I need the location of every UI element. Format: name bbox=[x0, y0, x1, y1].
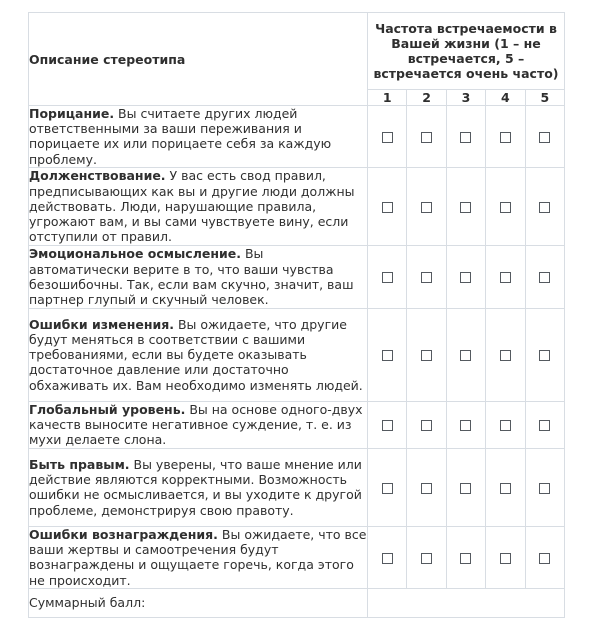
table-row bbox=[29, 167, 565, 245]
rating-checkbox[interactable] bbox=[500, 350, 511, 361]
rating-cell-3 bbox=[446, 526, 485, 588]
rating-cell-4 bbox=[486, 106, 525, 168]
stereotype-description bbox=[29, 106, 368, 168]
rating-cell-1 bbox=[368, 526, 407, 588]
stereotype-description bbox=[29, 526, 368, 588]
rating-checkbox[interactable] bbox=[460, 202, 471, 213]
rating-checkbox[interactable] bbox=[539, 350, 550, 361]
rating-checkbox[interactable] bbox=[500, 202, 511, 213]
rating-cell-4 bbox=[486, 448, 525, 526]
stereotype-text: Вы уверены, что ваше мнение или действие являются корректными. Возможность ошибки не осмысливается, и вы уходите к другой проблеме, демонстрируя свою правоту. bbox=[29, 456, 362, 518]
rating-cell-2 bbox=[407, 401, 446, 448]
rating-checkbox[interactable] bbox=[382, 132, 393, 143]
rating-checkbox[interactable] bbox=[539, 553, 550, 564]
total-row bbox=[29, 588, 565, 617]
stereotype-description bbox=[29, 167, 368, 245]
rating-checkbox[interactable] bbox=[500, 272, 511, 283]
rating-checkbox[interactable] bbox=[460, 483, 471, 494]
stereotype-text: Вы автоматически верите в то, что ваши чувства безошибочны. Так, если вам скучно, значит, ваш партнер глупый и скучный человек. bbox=[29, 246, 354, 308]
rating-checkbox[interactable] bbox=[500, 132, 511, 143]
rating-checkbox[interactable] bbox=[421, 272, 432, 283]
stereotype-text: Вы ожидаете, что все ваши жертвы и самоотречения будут вознаграждены и ощущаете горечь, когда этого не происходит. bbox=[29, 526, 367, 588]
rating-cell-3 bbox=[446, 106, 485, 168]
rating-checkbox[interactable] bbox=[421, 132, 432, 143]
rating-checkbox[interactable] bbox=[500, 420, 511, 431]
rating-cell-2 bbox=[407, 448, 446, 526]
rating-cell-1 bbox=[368, 245, 407, 308]
rating-checkbox[interactable] bbox=[539, 132, 550, 143]
total-score-value[interactable] bbox=[368, 588, 565, 617]
rating-checkbox[interactable] bbox=[460, 350, 471, 361]
table-row bbox=[29, 308, 565, 401]
stereotype-title: Долженствование. bbox=[29, 168, 166, 184]
rating-checkbox[interactable] bbox=[460, 132, 471, 143]
frequency-column-header: Частота встречаемости в Вашей жизни (1 – не встречается, 5 – встречается очень часто) bbox=[368, 13, 565, 90]
rating-checkbox[interactable] bbox=[421, 483, 432, 494]
rating-cell-4 bbox=[486, 526, 525, 588]
rating-checkbox[interactable] bbox=[421, 420, 432, 431]
rating-checkbox[interactable] bbox=[539, 483, 550, 494]
rating-cell-1 bbox=[368, 448, 407, 526]
stereotype-description bbox=[29, 308, 368, 401]
rating-checkbox[interactable] bbox=[500, 483, 511, 494]
stereotype-text: Вы на основе одного-двух качеств выносите негативное суждение, т. е. из мухи делаете слона. bbox=[29, 402, 363, 448]
stereotype-text: У вас есть свод правил, предписывающих как вы и другие люди должны действовать. Люди, нарушающие правила, угрожают вам, и вы сами чувствуете вину, если отступили от правил. bbox=[29, 168, 355, 245]
stereotype-title: Глобальный уровень. bbox=[29, 402, 186, 417]
table-row bbox=[29, 526, 565, 588]
rating-cell-1 bbox=[368, 401, 407, 448]
rating-cell-3 bbox=[446, 167, 485, 245]
rating-cell-5 bbox=[525, 308, 564, 401]
rating-checkbox[interactable] bbox=[460, 553, 471, 564]
rating-checkbox[interactable] bbox=[421, 202, 432, 213]
rating-cell-5 bbox=[525, 245, 564, 308]
rating-checkbox[interactable] bbox=[382, 272, 393, 283]
stereotype-title: Порицание. bbox=[29, 106, 115, 121]
rating-cell-4 bbox=[486, 401, 525, 448]
stereotype-description bbox=[29, 245, 368, 308]
scale-2: 2 bbox=[407, 90, 446, 106]
rating-cell-1 bbox=[368, 167, 407, 245]
table-row bbox=[29, 448, 565, 526]
scale-1: 1 bbox=[368, 90, 407, 106]
rating-checkbox[interactable] bbox=[460, 420, 471, 431]
rating-cell-3 bbox=[446, 245, 485, 308]
stereotype-title: Быть правым. bbox=[29, 456, 130, 472]
rating-checkbox[interactable] bbox=[382, 350, 393, 361]
table-row bbox=[29, 106, 565, 168]
description-column-header: Описание стереотипа bbox=[29, 13, 368, 106]
rating-checkbox[interactable] bbox=[382, 553, 393, 564]
rating-cell-2 bbox=[407, 308, 446, 401]
rating-cell-1 bbox=[368, 308, 407, 401]
header-row bbox=[29, 13, 565, 90]
stereotype-text: Вы ожидаете, что другие будут меняться в соответствии с вашими требованиями, если вы будете оказывать достаточное давление или достаточно обхаживать их. Вам необходимо изменять людей. bbox=[29, 316, 363, 393]
rating-cell-2 bbox=[407, 526, 446, 588]
rating-cell-5 bbox=[525, 448, 564, 526]
rating-cell-2 bbox=[407, 167, 446, 245]
rating-checkbox[interactable] bbox=[539, 202, 550, 213]
rating-cell-3 bbox=[446, 448, 485, 526]
table-row bbox=[29, 401, 565, 448]
rating-checkbox[interactable] bbox=[382, 420, 393, 431]
rating-checkbox[interactable] bbox=[382, 483, 393, 494]
stereotype-text: Вы считаете других людей ответственными за ваши переживания и порицаете их или порицаете себя за каждую проблему. bbox=[29, 106, 332, 167]
total-score-label: Суммарный балл: bbox=[29, 588, 368, 617]
rating-cell-3 bbox=[446, 308, 485, 401]
stereotype-description bbox=[29, 401, 368, 448]
rating-cell-2 bbox=[407, 245, 446, 308]
rating-checkbox[interactable] bbox=[421, 553, 432, 564]
rating-checkbox[interactable] bbox=[539, 272, 550, 283]
rating-cell-4 bbox=[486, 167, 525, 245]
rating-cell-5 bbox=[525, 106, 564, 168]
rating-cell-1 bbox=[368, 106, 407, 168]
rating-checkbox[interactable] bbox=[382, 202, 393, 213]
rating-cell-4 bbox=[486, 308, 525, 401]
rating-cell-5 bbox=[525, 401, 564, 448]
stereotype-title: Ошибки вознаграждения. bbox=[29, 526, 218, 542]
scale-5: 5 bbox=[525, 90, 564, 106]
stereotype-title: Эмоциональное осмысление. bbox=[29, 246, 241, 262]
rating-cell-5 bbox=[525, 526, 564, 588]
rating-cell-5 bbox=[525, 167, 564, 245]
stereotype-title: Ошибки изменения. bbox=[29, 316, 174, 332]
stereotype-description bbox=[29, 448, 368, 526]
scale-4: 4 bbox=[486, 90, 525, 106]
rating-cell-4 bbox=[486, 245, 525, 308]
rating-checkbox[interactable] bbox=[460, 272, 471, 283]
rating-cell-2 bbox=[407, 106, 446, 168]
rating-checkbox[interactable] bbox=[539, 420, 550, 431]
table-row bbox=[29, 245, 565, 308]
rating-checkbox[interactable] bbox=[421, 350, 432, 361]
scale-3: 3 bbox=[446, 90, 485, 106]
stereotype-table bbox=[28, 12, 565, 618]
rating-cell-3 bbox=[446, 401, 485, 448]
rating-checkbox[interactable] bbox=[500, 553, 511, 564]
